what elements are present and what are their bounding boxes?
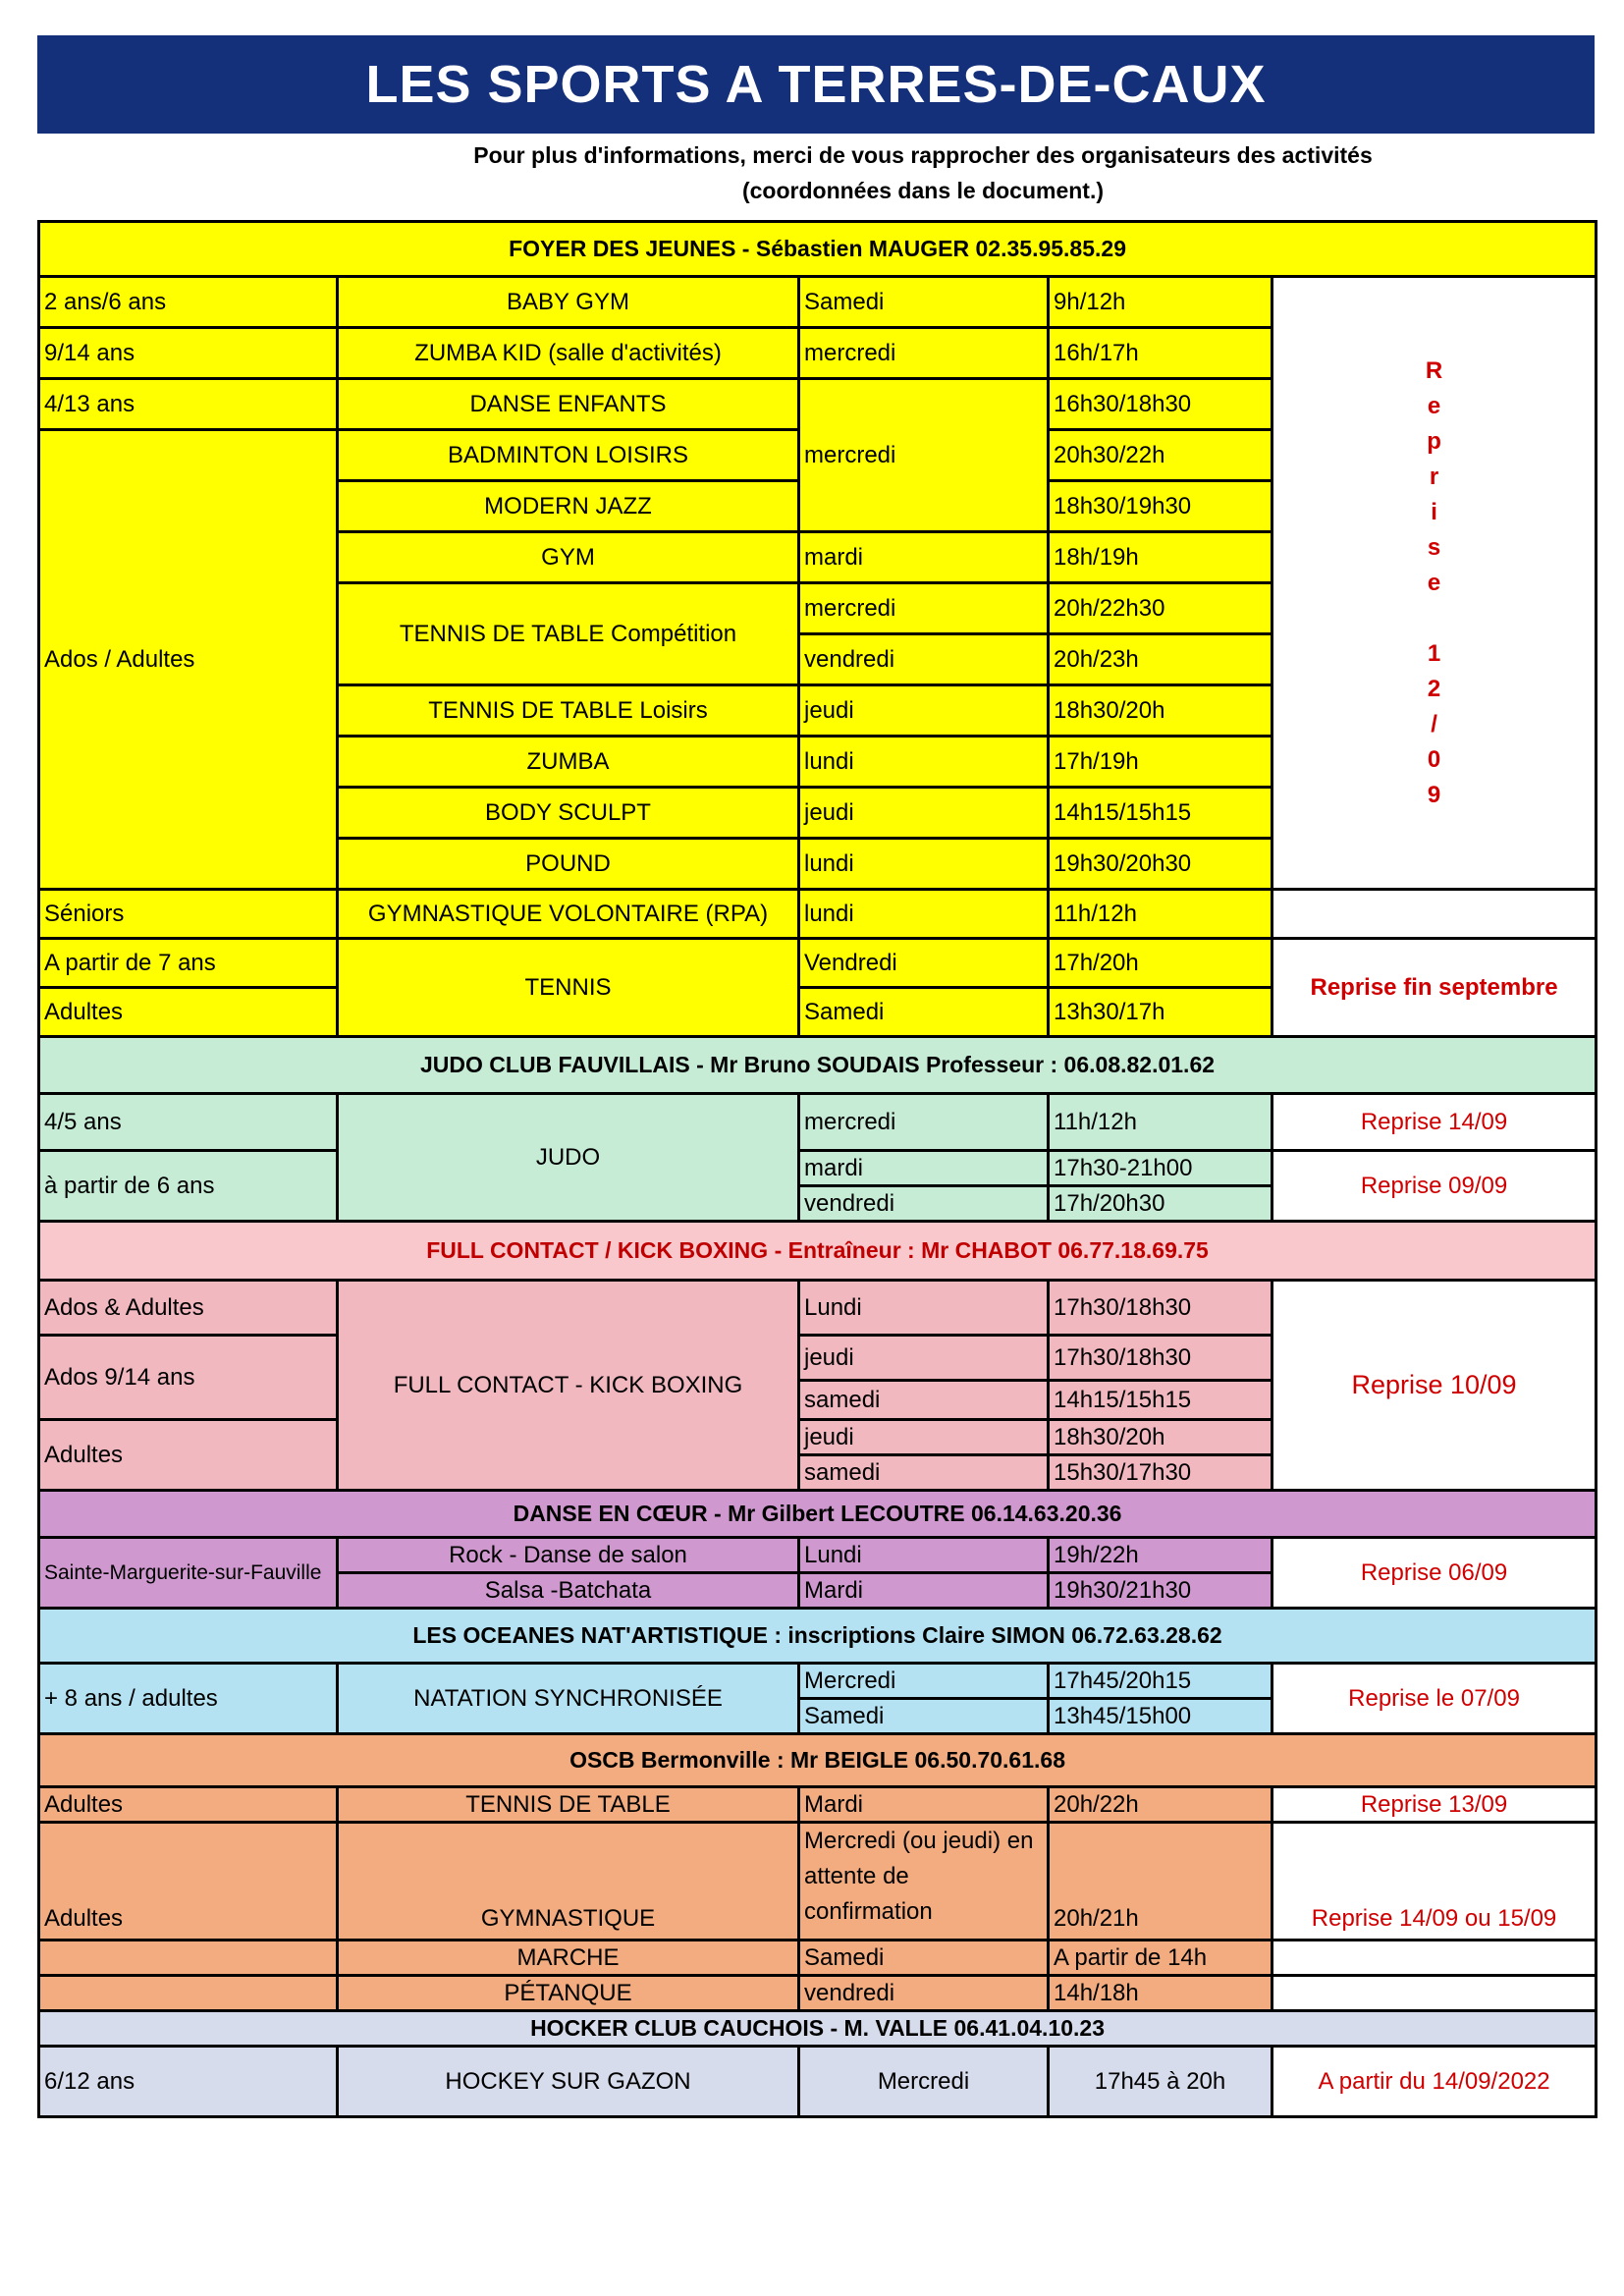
day-cell: Samedi xyxy=(799,1941,1049,1976)
reprise-cell: Reprise 14/09 xyxy=(1272,1094,1597,1151)
activity-cell: MARCHE xyxy=(338,1941,799,1976)
oceanes-header: LES OCEANES NAT'ARTISTIQUE : inscriptions Claire SIMON 06.72.63.28.62 xyxy=(39,1609,1597,1664)
reprise-cell: Reprise 13/09 xyxy=(1272,1787,1597,1823)
age-cell: 6/12 ans xyxy=(39,2047,338,2117)
time-cell: 14h15/15h15 xyxy=(1049,788,1272,839)
time-cell: 18h30/20h xyxy=(1049,685,1272,737)
age-cell: Séniors xyxy=(39,890,338,939)
activity-cell: TENNIS DE TABLE Loisirs xyxy=(338,685,799,737)
time-cell: 19h/22h xyxy=(1049,1538,1272,1573)
reprise-cell: Reprise le 07/09 xyxy=(1272,1664,1597,1734)
day-cell: mercredi xyxy=(799,1094,1049,1151)
time-cell: 16h/17h xyxy=(1049,328,1272,379)
day-cell: Samedi xyxy=(799,988,1049,1037)
activity-cell: TENNIS DE TABLE Compétition xyxy=(338,583,799,685)
time-cell: 17h30-21h00 xyxy=(1049,1151,1272,1186)
time-cell: 14h/18h xyxy=(1049,1976,1272,2011)
day-cell: samedi xyxy=(799,1381,1049,1420)
activity-cell: Salsa -Batchata xyxy=(338,1573,799,1609)
schedule-table xyxy=(37,220,1597,2118)
age-cell: 4/13 ans xyxy=(39,379,338,430)
age-cell: Adultes xyxy=(39,1420,338,1491)
age-cell: Adultes xyxy=(39,988,338,1037)
day-cell: lundi xyxy=(799,839,1049,890)
table-row xyxy=(39,277,1597,328)
activity-cell: Rock - Danse de salon xyxy=(338,1538,799,1573)
foyer-header: FOYER DES JEUNES - Sébastien MAUGER 02.35.95.85.29 xyxy=(39,222,1597,277)
table-row xyxy=(39,1823,1597,1941)
age-cell: Adultes xyxy=(39,1787,338,1823)
reprise-letter: i xyxy=(1431,498,1437,525)
reprise-cell: Reprise 06/09 xyxy=(1272,1538,1597,1609)
table-row xyxy=(39,1941,1597,1976)
day-cell: mardi xyxy=(799,1151,1049,1186)
day-cell: vendredi xyxy=(799,1186,1049,1222)
day-cell: jeudi xyxy=(799,1420,1049,1455)
table-row xyxy=(39,1151,1597,1186)
reprise-empty-cell xyxy=(1272,890,1597,939)
day-cell: vendredi xyxy=(799,634,1049,685)
reprise-vertical-cell xyxy=(1272,277,1597,890)
day-cell: mercredi xyxy=(799,583,1049,634)
day-cell: mercredi xyxy=(799,328,1049,379)
time-cell: 18h30/19h30 xyxy=(1049,481,1272,532)
time-cell: 17h45/20h15 xyxy=(1049,1664,1272,1699)
section-header-oceanes xyxy=(39,1609,1597,1664)
time-cell: 17h30/18h30 xyxy=(1049,1281,1272,1336)
table-row xyxy=(39,939,1597,988)
time-cell: 19h30/21h30 xyxy=(1049,1573,1272,1609)
time-cell: 17h30/18h30 xyxy=(1049,1336,1272,1381)
reprise-cell: Reprise 10/09 xyxy=(1272,1281,1597,1491)
section-header-kick xyxy=(39,1222,1597,1281)
subtitle xyxy=(373,137,1473,208)
day-cell: lundi xyxy=(799,890,1049,939)
age-cell: + 8 ans / adultes xyxy=(39,1664,338,1734)
table-row xyxy=(39,2047,1597,2117)
oscb-header: OSCB Bermonville : Mr BEIGLE 06.50.70.61.68 xyxy=(39,1734,1597,1787)
time-cell: 17h/19h xyxy=(1049,737,1272,788)
judo-header: JUDO CLUB FAUVILLAIS - Mr Bruno SOUDAIS Professeur : 06.08.82.01.62 xyxy=(39,1037,1597,1094)
day-cell: samedi xyxy=(799,1455,1049,1491)
day-cell: Mercredi (ou jeudi) en attente de confirmation xyxy=(799,1823,1049,1941)
day-cell: lundi xyxy=(799,737,1049,788)
time-cell: 17h/20h xyxy=(1049,939,1272,988)
time-cell: 16h30/18h30 xyxy=(1049,379,1272,430)
day-cell: Mardi xyxy=(799,1573,1049,1609)
table-row xyxy=(39,1094,1597,1151)
activity-cell: DANSE ENFANTS xyxy=(338,379,799,430)
section-header-foyer xyxy=(39,222,1597,277)
reprise-letter: / xyxy=(1431,710,1437,738)
section-header-judo xyxy=(39,1037,1597,1094)
hockey-header: HOCKER CLUB CAUCHOIS - M. VALLE 06.41.04.10.23 xyxy=(39,2011,1597,2047)
activity-cell: JUDO xyxy=(338,1094,799,1222)
reprise-letter: p xyxy=(1427,427,1441,455)
activity-cell: POUND xyxy=(338,839,799,890)
reprise-letter: e xyxy=(1427,392,1441,419)
reprise-letter: 0 xyxy=(1427,745,1441,773)
reprise-cell: Reprise fin septembre xyxy=(1272,939,1597,1037)
age-cell: 9/14 ans xyxy=(39,328,338,379)
day-cell: Samedi xyxy=(799,277,1049,328)
time-cell: 14h15/15h15 xyxy=(1049,1381,1272,1420)
kick-header: FULL CONTACT / KICK BOXING - Entraîneur : Mr CHABOT 06.77.18.69.75 xyxy=(39,1222,1597,1281)
reprise-cell: Reprise 09/09 xyxy=(1272,1151,1597,1222)
time-cell: 11h/12h xyxy=(1049,890,1272,939)
reprise-letter: R xyxy=(1425,356,1443,384)
table-row xyxy=(39,1281,1597,1336)
reprise-empty-cell xyxy=(1272,1976,1597,2011)
age-cell: 4/5 ans xyxy=(39,1094,338,1151)
reprise-letter: s xyxy=(1427,533,1441,561)
activity-cell: PÉTANQUE xyxy=(338,1976,799,2011)
age-cell: Adultes xyxy=(39,1823,338,1941)
age-cell: Ados 9/14 ans xyxy=(39,1336,338,1420)
activity-cell: BADMINTON LOISIRS xyxy=(338,430,799,481)
time-cell: 13h45/15h00 xyxy=(1049,1699,1272,1734)
time-cell: 11h/12h xyxy=(1049,1094,1272,1151)
day-cell: Lundi xyxy=(799,1281,1049,1336)
time-cell: 19h30/20h30 xyxy=(1049,839,1272,890)
table-row xyxy=(39,1538,1597,1573)
reprise-letter: 9 xyxy=(1427,781,1441,808)
time-cell: 18h30/20h xyxy=(1049,1420,1272,1455)
day-cell: Mardi xyxy=(799,1787,1049,1823)
day-cell: Mercredi xyxy=(799,1664,1049,1699)
reprise-letter: r xyxy=(1429,463,1439,490)
table-row xyxy=(39,1976,1597,2011)
activity-cell: HOCKEY SUR GAZON xyxy=(338,2047,799,2117)
day-cell: jeudi xyxy=(799,788,1049,839)
age-cell: 2 ans/6 ans xyxy=(39,277,338,328)
age-cell: Sainte-Marguerite-sur-Fauville xyxy=(39,1538,338,1609)
age-cell xyxy=(39,1941,338,1976)
time-cell: 20h30/22h xyxy=(1049,430,1272,481)
activity-cell: TENNIS DE TABLE xyxy=(338,1787,799,1823)
day-cell: Vendredi xyxy=(799,939,1049,988)
reprise-empty-cell xyxy=(1272,1941,1597,1976)
day-cell: mardi xyxy=(799,532,1049,583)
section-header-danse xyxy=(39,1491,1597,1538)
subtitle-line-2: (coordonnées dans le document.) xyxy=(741,178,1105,203)
time-cell: 9h/12h xyxy=(1049,277,1272,328)
age-cell: Ados / Adultes xyxy=(39,430,338,890)
table-row xyxy=(39,1664,1597,1699)
time-cell: 15h30/17h30 xyxy=(1049,1455,1272,1491)
page-title: LES SPORTS A TERRES-DE-CAUX xyxy=(365,55,1267,114)
day-cell: jeudi xyxy=(799,1336,1049,1381)
time-cell: 18h/19h xyxy=(1049,532,1272,583)
day-cell: Samedi xyxy=(799,1699,1049,1734)
activity-cell: GYMNASTIQUE VOLONTAIRE (RPA) xyxy=(338,890,799,939)
activity-cell: FULL CONTACT - KICK BOXING xyxy=(338,1281,799,1491)
section-header-hockey xyxy=(39,2011,1597,2047)
reprise-letter: 1 xyxy=(1427,639,1441,667)
reprise-vertical-text xyxy=(1277,354,1591,813)
time-cell: 17h/20h30 xyxy=(1049,1186,1272,1222)
table-row xyxy=(39,890,1597,939)
reprise-letter: 2 xyxy=(1427,675,1441,702)
time-cell: 17h45 à 20h xyxy=(1049,2047,1272,2117)
activity-cell: ZUMBA xyxy=(338,737,799,788)
age-cell: à partir de 6 ans xyxy=(39,1151,338,1222)
age-cell: A partir de 7 ans xyxy=(39,939,338,988)
day-cell: jeudi xyxy=(799,685,1049,737)
section-header-oscb xyxy=(39,1734,1597,1787)
activity-cell: TENNIS xyxy=(338,939,799,1037)
page-title-banner xyxy=(37,35,1595,134)
time-cell: 20h/22h30 xyxy=(1049,583,1272,634)
reprise-letter: e xyxy=(1427,569,1441,596)
time-cell: 20h/23h xyxy=(1049,634,1272,685)
reprise-cell: Reprise 14/09 ou 15/09 xyxy=(1272,1823,1597,1941)
reprise-cell: A partir du 14/09/2022 xyxy=(1272,2047,1597,2117)
time-cell: 20h/21h xyxy=(1049,1823,1272,1941)
time-cell: 13h30/17h xyxy=(1049,988,1272,1037)
activity-cell: ZUMBA KID (salle d'activités) xyxy=(338,328,799,379)
day-cell: Lundi xyxy=(799,1538,1049,1573)
activity-cell: MODERN JAZZ xyxy=(338,481,799,532)
activity-cell: BABY GYM xyxy=(338,277,799,328)
danse-header: DANSE EN CŒUR - Mr Gilbert LECOUTRE 06.14.63.20.36 xyxy=(39,1491,1597,1538)
day-cell: Mercredi xyxy=(799,2047,1049,2117)
activity-cell: GYM xyxy=(338,532,799,583)
subtitle-line-1: Pour plus d'informations, merci de vous rapprocher des organisateurs des activités xyxy=(473,142,1373,168)
activity-cell: NATATION SYNCHRONISÉE xyxy=(338,1664,799,1734)
age-cell: Ados & Adultes xyxy=(39,1281,338,1336)
day-cell: vendredi xyxy=(799,1976,1049,2011)
age-cell xyxy=(39,1976,338,2011)
table-row xyxy=(39,1787,1597,1823)
activity-cell: BODY SCULPT xyxy=(338,788,799,839)
activity-cell: GYMNASTIQUE xyxy=(338,1823,799,1941)
day-cell: mercredi xyxy=(799,379,1049,532)
time-cell: A partir de 14h xyxy=(1049,1941,1272,1976)
time-cell: 20h/22h xyxy=(1049,1787,1272,1823)
